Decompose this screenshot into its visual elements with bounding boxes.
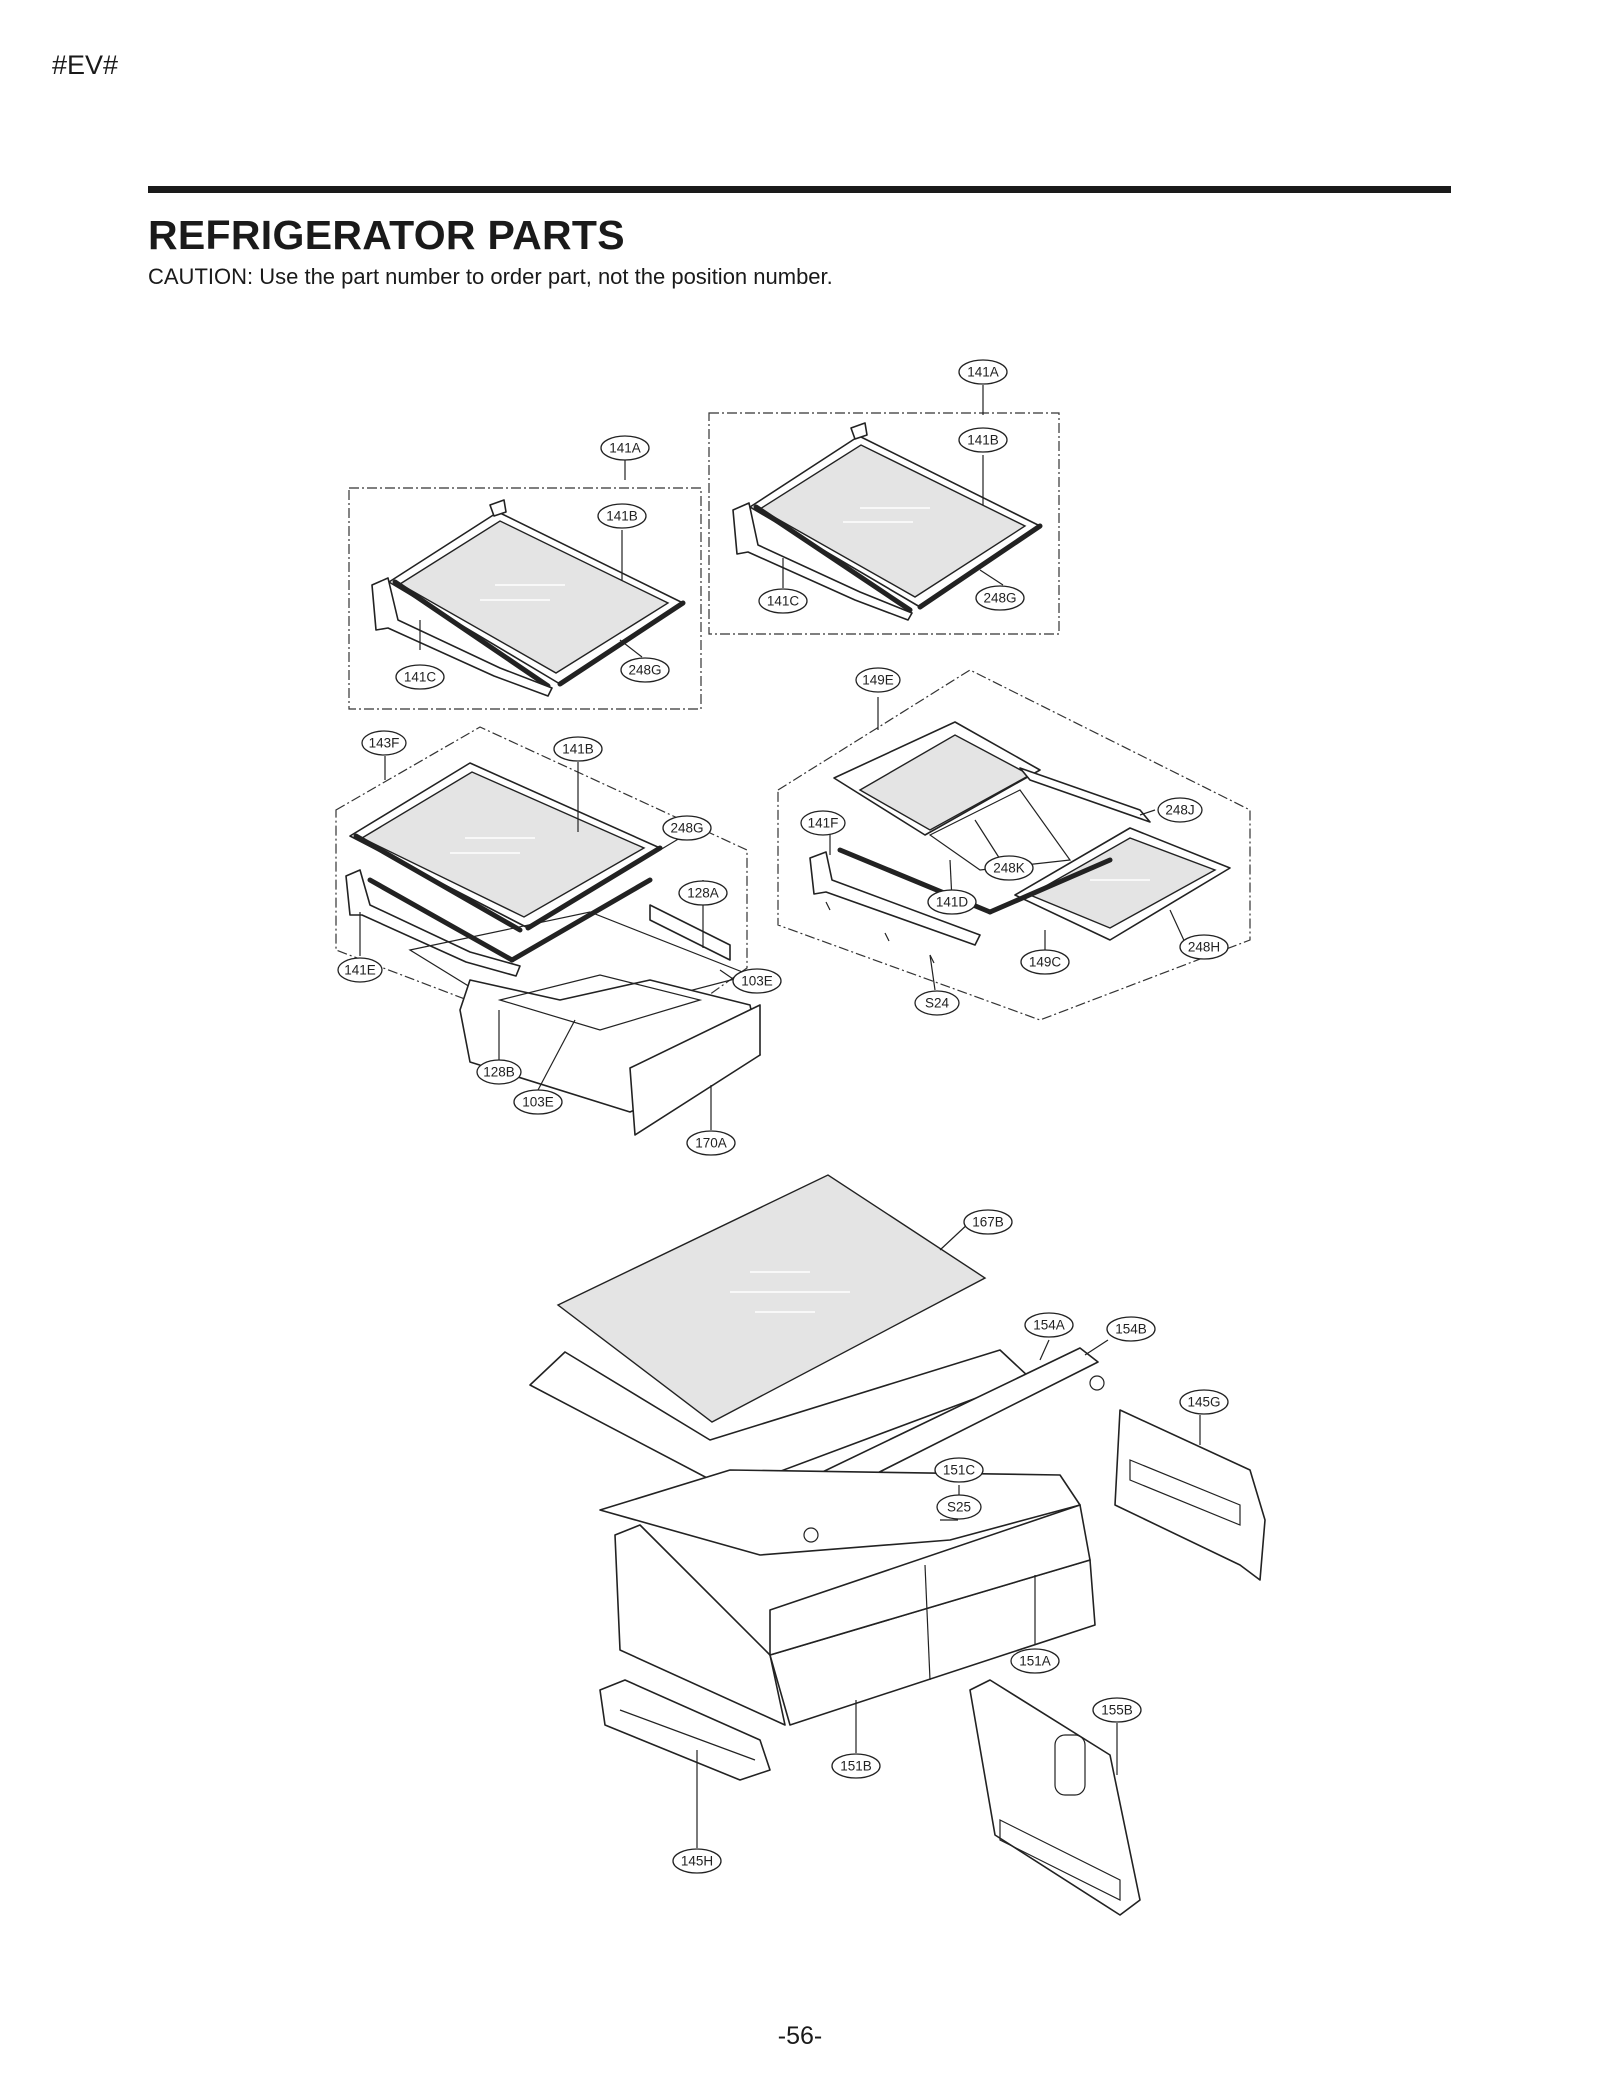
svg-text:248G: 248G: [628, 662, 662, 678]
callout-149E: [856, 668, 900, 692]
crisper-assembly: [530, 1175, 1265, 1915]
callout-154A: [1025, 1313, 1073, 1337]
svg-text:248J: 248J: [1165, 802, 1195, 818]
svg-text:141B: 141B: [606, 508, 638, 524]
folding-shelf-assembly: [778, 670, 1250, 1020]
svg-text:128B: 128B: [483, 1064, 515, 1080]
svg-text:141A: 141A: [609, 440, 641, 456]
callout-141C-left: [396, 665, 444, 689]
svg-text:141A: 141A: [967, 364, 999, 380]
callout-170A: [687, 1131, 735, 1155]
svg-text:151C: 151C: [942, 1462, 976, 1478]
callout-167B: [964, 1210, 1012, 1234]
svg-text:S24: S24: [924, 995, 950, 1011]
callout-141B-left: [598, 504, 646, 528]
callout-103E-upper: [733, 969, 781, 993]
shelf-drawer-assembly: [336, 727, 760, 1135]
callout-248H: [1180, 935, 1228, 959]
svg-text:151A: 151A: [1019, 1653, 1051, 1669]
svg-text:155B: 155B: [1101, 1702, 1133, 1718]
callout-155B: [1093, 1698, 1141, 1722]
callout-145H: [673, 1849, 721, 1873]
callout-248G-middle: [663, 816, 711, 840]
callout-248G-left: [621, 658, 669, 682]
callout-151A: [1011, 1649, 1059, 1673]
callout-151B: [832, 1754, 880, 1778]
callout-S24: [915, 991, 959, 1015]
page-title: REFRIGERATOR PARTS: [148, 212, 625, 258]
callout-248K: [985, 856, 1033, 880]
svg-text:141F: 141F: [807, 815, 839, 831]
callout-154B: [1107, 1317, 1155, 1341]
callout-141A-left: [601, 436, 649, 460]
svg-text:154B: 154B: [1115, 1321, 1147, 1337]
svg-text:143F: 143F: [368, 735, 400, 751]
svg-text:248G: 248G: [983, 590, 1017, 606]
callout-128B: [477, 1060, 521, 1084]
callout-141B-right: [959, 428, 1007, 452]
callout-141D: [928, 890, 976, 914]
callout-149C: [1021, 950, 1069, 974]
svg-text:151B: 151B: [840, 1758, 872, 1774]
svg-text:145H: 145H: [680, 1853, 714, 1869]
svg-text:103E: 103E: [741, 973, 773, 989]
svg-text:154A: 154A: [1033, 1317, 1065, 1333]
svg-text:103E: 103E: [522, 1094, 554, 1110]
document-code: #EV#: [52, 50, 119, 80]
svg-text:149C: 149C: [1028, 954, 1062, 970]
caution-note: CAUTION: Use the part number to order part, not the position number.: [148, 264, 833, 289]
callout-143F: [362, 731, 406, 755]
callout-141B-middle: [554, 737, 602, 761]
svg-text:145G: 145G: [1187, 1394, 1221, 1410]
callout-248J: [1158, 798, 1202, 822]
page-number: -56-: [777, 2022, 823, 2050]
callout-145G: [1180, 1390, 1228, 1414]
svg-text:141B: 141B: [967, 432, 999, 448]
callout-141F: [801, 811, 845, 835]
svg-text:248K: 248K: [993, 860, 1025, 876]
callout-141E: [338, 958, 382, 982]
callout-103E-lower: [514, 1090, 562, 1114]
svg-text:167B: 167B: [972, 1214, 1004, 1230]
callout-141C-right: [759, 589, 807, 613]
svg-text:141B: 141B: [562, 741, 594, 757]
callout-S25: [937, 1495, 981, 1519]
svg-text:141C: 141C: [403, 669, 437, 685]
svg-text:141C: 141C: [766, 593, 800, 609]
callout-141A-right: [959, 360, 1007, 384]
svg-text:248H: 248H: [1187, 939, 1221, 955]
callout-151C: [935, 1458, 983, 1482]
callout-128A: [679, 881, 727, 905]
svg-text:141E: 141E: [344, 962, 376, 978]
svg-text:S25: S25: [946, 1499, 972, 1515]
svg-text:149E: 149E: [862, 672, 894, 688]
svg-text:141D: 141D: [935, 894, 969, 910]
svg-text:128A: 128A: [687, 885, 719, 901]
svg-text:248G: 248G: [670, 820, 704, 836]
callout-248G-right: [976, 586, 1024, 610]
svg-text:170A: 170A: [695, 1135, 727, 1151]
